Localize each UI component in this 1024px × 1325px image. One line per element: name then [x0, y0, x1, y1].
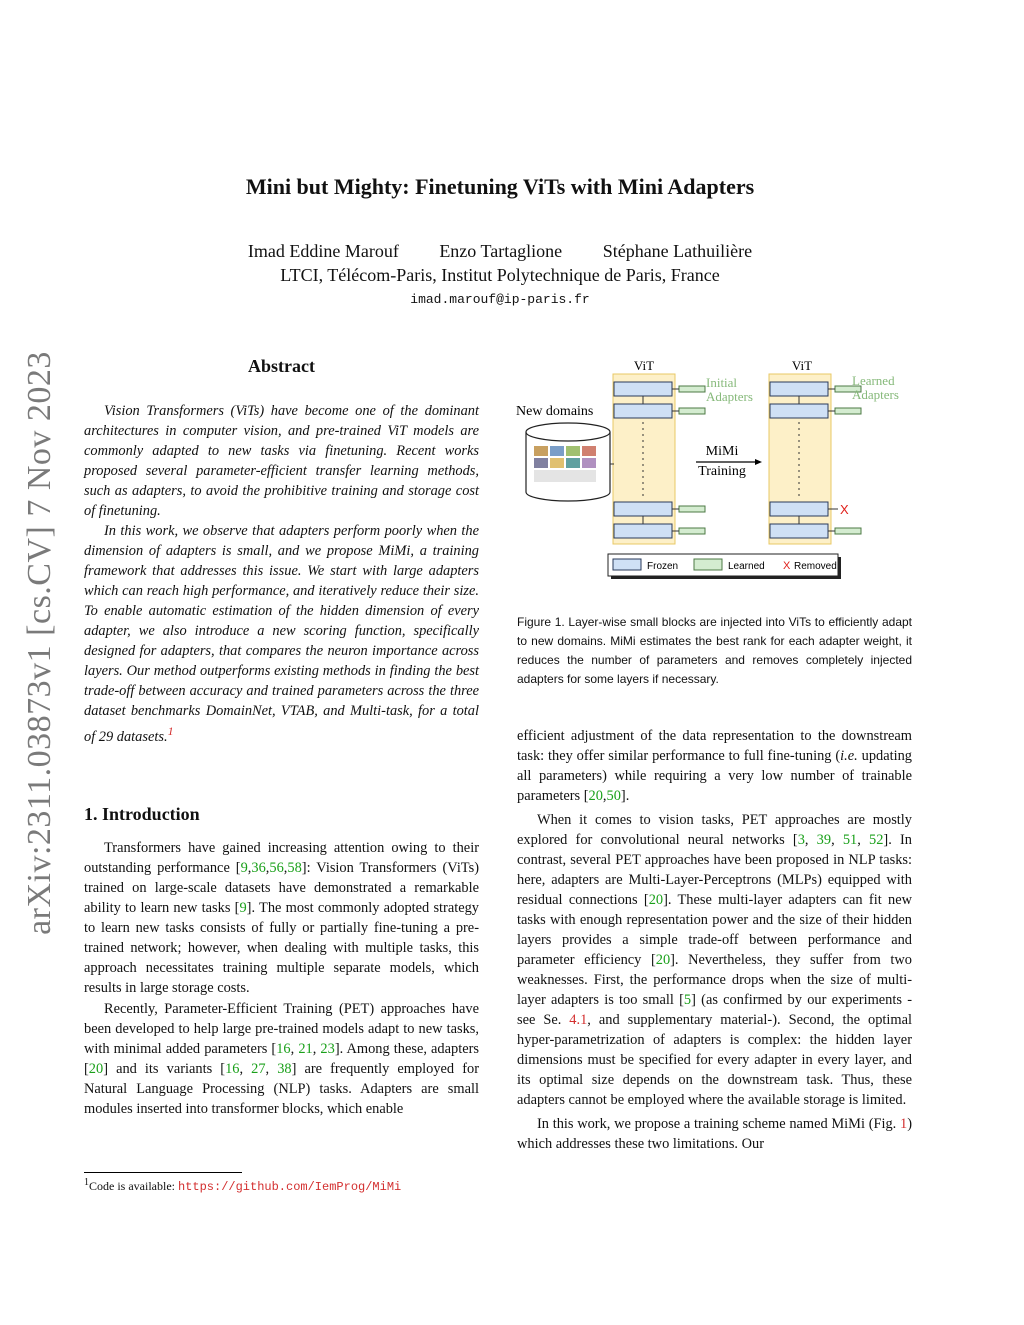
footnote-text: Code is available: — [89, 1179, 178, 1193]
right-paragraph-3: In this work, we propose a training scheme named MiMi (Fig. 1) which addresses these two limitations. Our — [517, 1116, 912, 1152]
figure-ref[interactable]: 1 — [900, 1116, 908, 1132]
citation[interactable]: 20 — [588, 788, 603, 804]
legend-removed-x-icon: X — [783, 560, 791, 572]
citation[interactable]: 36 — [251, 860, 266, 876]
learned-adapter — [679, 386, 705, 392]
affiliation: LTCI, Télécom-Paris, Institut Polytechnique de Paris, France — [280, 265, 720, 285]
citation[interactable]: 58 — [287, 860, 302, 876]
frozen-block — [614, 382, 672, 396]
initial-adapters-label: Initial — [706, 375, 738, 390]
figure-1-diagram — [510, 352, 920, 587]
right-paragraph-2: When it comes to vision tasks, PET approaches are mostly explored for convolutional neural networks [3, 39, 51, 52]. In contrast, several PET approaches have been proposed in NLP tasks: here, adapters are Multi-Layer-Perceptrons (MLPs) equipped with residual connections [20]. These multi-layer adapters can fit new tasks with enough representation power and the size of their hidden layers provides a simple trade-off between performance and parameter efficiency [20]. Nevertheless, they suffer from two weaknesses. First, the performance drops when the size of multi-layer adapters is too small [5] (as confirmed by our experiments -see Se. 4.1, and supplementary material-). Second, the optimal hyper-parametrization of adapters is complex: the hidden layer dimensions must be specified for every adapter in every layer, and its optimal size depends on the downstream task. Thus, these adapters cannot be employed where the available storage is limited. — [517, 812, 913, 1108]
intro-heading: 1. Introduction — [84, 804, 200, 824]
learned-adapters-label-2: Adapters — [852, 387, 899, 402]
citation[interactable]: 21 — [298, 1041, 313, 1057]
author-email: imad.marouf@ip-paris.fr — [410, 292, 590, 307]
legend-learned-label: Learned — [728, 561, 765, 572]
right-column-body — [517, 726, 912, 1154]
learned-adapter — [679, 528, 705, 534]
intro-paragraph-1: Transformers have gained increasing attention owing to their outstanding performance [9,36,56,58]: Vision Transformers (ViTs) trained on large-scale datasets have demonstrated a remarkable ability to learn new tasks [9]. The most commonly adopted strategy to learn new tasks consists of fully or partially fine-tuning a pre-trained network; however, when dealing with multiple tasks, this approach necessitates training multiple separate models, which results in large storage costs. — [84, 840, 480, 996]
learned-adapters-label: Learned — [852, 373, 895, 388]
footnote — [84, 1177, 401, 1194]
learned-adapter — [679, 506, 705, 512]
citation[interactable]: 39 — [816, 832, 832, 848]
author-3: Stéphane Lathuilière — [602, 241, 753, 261]
footnote-rule — [84, 1172, 242, 1173]
vit-right-band — [769, 374, 831, 544]
citation[interactable]: 38 — [277, 1061, 292, 1077]
abstract-paragraph-1 — [84, 401, 479, 521]
legend-frozen-swatch — [613, 559, 641, 570]
removed-x-icon: X — [840, 502, 849, 517]
arxiv-id-text: arXiv:2311.03873v1 [cs.CV] 7 Nov 2023 — [21, 351, 58, 935]
intro-paragraph-2: Recently, Parameter-Efficient Training (PET) approaches have been developed to help large pre-trained models adapt to new tasks, with minimal added parameters [16, 21, 23]. Among these, adapters [20] and its variants [16, 27, 38] are frequently employed for Natural Language Processing (NLP) tasks. Adapters are small modules inserted into transformer blocks, which enable — [84, 1001, 479, 1117]
paper-title: Mini but Mighty: Finetuning ViTs with Mini Adapters — [245, 174, 755, 199]
abstract-p1-text: Vision Transformers (ViTs) have become one of the dominant architectures in computer vision, and pre-trained ViT models are commonly adapted to new tasks via finetuning. Recent works proposed several parameter-efficient transfer learning methods, such as adapters, to avoid the prohibitive training and storage cost of finetuning. — [84, 403, 479, 519]
citation[interactable]: 9 — [240, 860, 248, 876]
section-ref[interactable]: 4.1 — [569, 1012, 588, 1028]
author-1: Imad Eddine Marouf — [247, 241, 399, 261]
author-list — [0, 241, 1000, 262]
legend-removed-label: Removed — [794, 561, 837, 572]
frozen-block — [614, 524, 672, 538]
intro-body — [84, 838, 479, 1119]
code-url-link[interactable]: https://github.com/IemProg/MiMi — [177, 1180, 402, 1194]
learned-adapter — [835, 528, 861, 534]
citation[interactable]: 56 — [269, 860, 284, 876]
frozen-block — [770, 404, 828, 418]
training-label: Training — [698, 464, 746, 479]
vit-left-band — [613, 374, 675, 544]
learned-adapter — [679, 408, 705, 414]
citation[interactable]: 20 — [88, 1061, 104, 1077]
footnote-number: 1 — [84, 1177, 89, 1188]
dataset-cylinder-icon — [526, 423, 610, 501]
citation[interactable]: 16 — [276, 1041, 291, 1057]
citation[interactable]: 5 — [683, 992, 692, 1008]
arxiv-identifier — [14, 351, 66, 935]
right-paragraph-1: efficient adjustment of the data representation to the downstream task: they offer similar performance to full fine-tuning (i.e. updating all parameters) while requiring a very low number of trainable parameters [20,50]. — [517, 728, 912, 804]
frozen-block — [614, 502, 672, 516]
citation[interactable]: 9 — [239, 900, 247, 916]
legend-learned-swatch — [694, 559, 722, 570]
citation[interactable]: 20 — [655, 952, 671, 968]
citation[interactable]: 23 — [320, 1041, 335, 1057]
footnote-marker[interactable]: 1 — [167, 724, 174, 738]
vit-left-label: ViT — [633, 358, 655, 373]
abstract-paragraph-2 — [84, 521, 479, 747]
vit-right-label: ViT — [791, 358, 813, 373]
frozen-block — [614, 404, 672, 418]
author-2: Enzo Tartaglione — [439, 241, 563, 261]
figure-1-caption: Figure 1. Layer-wise small blocks are injected into ViTs to efficiently adapt to new domains. MiMi estimates the best rank for each adapter weight, it reduces the number of parameters and removes completely injected adapters for some layers if necessary. — [517, 615, 912, 686]
legend-frozen-label: Frozen — [647, 561, 679, 572]
citation[interactable]: 16 — [225, 1061, 240, 1077]
citation[interactable]: 27 — [251, 1061, 266, 1077]
abstract-p2-text: In this work, we observe that adapters perform poorly when the dimension of adapters is small, and we propose MiMi, a training framework that addresses this issue. We start with large adapters which can reach high performance, and iteratively reduce their size. To enable automatic estimation of the hidden dimension of every adapter, we also introduce a new scoring function, specifically designed for adapters, that compares the neuron importance across layers. Our method outperforms existing methods in finding the best trade-off between accuracy and trained parameters across the three dataset benchmarks DomainNet, VTAB, and Multi-task, for a total of 29 datasets. — [84, 523, 479, 745]
frozen-block — [770, 502, 828, 516]
citation[interactable]: 51 — [842, 832, 858, 848]
frozen-block — [770, 382, 828, 396]
new-domains-label: New domains — [516, 404, 594, 419]
initial-adapters-label-2: Adapters — [706, 389, 753, 404]
abstract-body — [84, 401, 479, 747]
citation[interactable]: 3 — [797, 832, 805, 848]
learned-adapter — [835, 408, 861, 414]
citation[interactable]: 20 — [648, 892, 664, 908]
frozen-block — [770, 524, 828, 538]
mimi-label: MiMi — [705, 444, 739, 459]
abstract-heading: Abstract — [248, 356, 315, 376]
citation[interactable]: 50 — [606, 788, 621, 804]
citation[interactable]: 52 — [869, 832, 884, 848]
